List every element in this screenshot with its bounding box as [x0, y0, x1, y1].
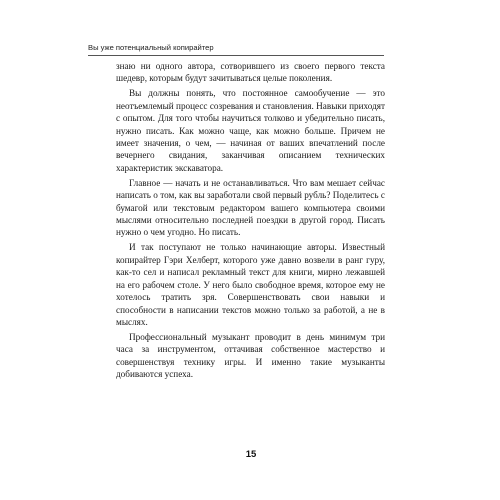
page-number: 15: [245, 449, 257, 460]
header-rule: [88, 55, 384, 56]
paragraph: Вы должны понять, что постоянное самообучение — это неотъемлемый процесс созревания и становления. Навыки приходят с опытом. Для того чтобы научиться толково и убедительно писать, нужно писать. Как можно чаще, как можно больше. Причем не имеет значения, о чем, — начиная от ваших впечатлений после вечернего свидания, заканчивая описанием технических характеристик экскаватора.: [116, 88, 385, 173]
running-header: Вы уже потенциальный копирайтер: [88, 43, 214, 52]
paragraph: И так поступают не только начинающие авторы. Известный копирайтер Гэри Хелберт, которого уже давно возвели в ранг гуру, как-то сел и написал рекламный текст для книги, мирно лежавшей на его рабочем столе. У него было свободное время, которое ему не хотелось тратить зря. Совершенствовать свои навыки и способности в написании текстов можно только за работой, а не в мыслях.: [116, 242, 385, 327]
paragraph: Главное — начать и не останавливаться. Что вам мешает сейчас написать о том, как вы заработали свой первый рубль? Поделитесь с бумагой или текстовым редактором вашего компьютера своими мыслями относительно последней поездки в другой город. Писать нужно о чем угодно. Но писать.: [116, 177, 385, 238]
paragraph: Профессиональный музыкант проводит в день минимум три часа за инструментом, оттачивая собственное мастерство и совершенствуя технику игры. И именно такие музыканты добиваются успеха.: [116, 331, 385, 380]
body-text: [116, 60, 385, 381]
paragraph: знаю ни одного автора, сотворившего из своего первого текста шедевр, которым будут зачитываться целые поколения.: [116, 61, 385, 84]
